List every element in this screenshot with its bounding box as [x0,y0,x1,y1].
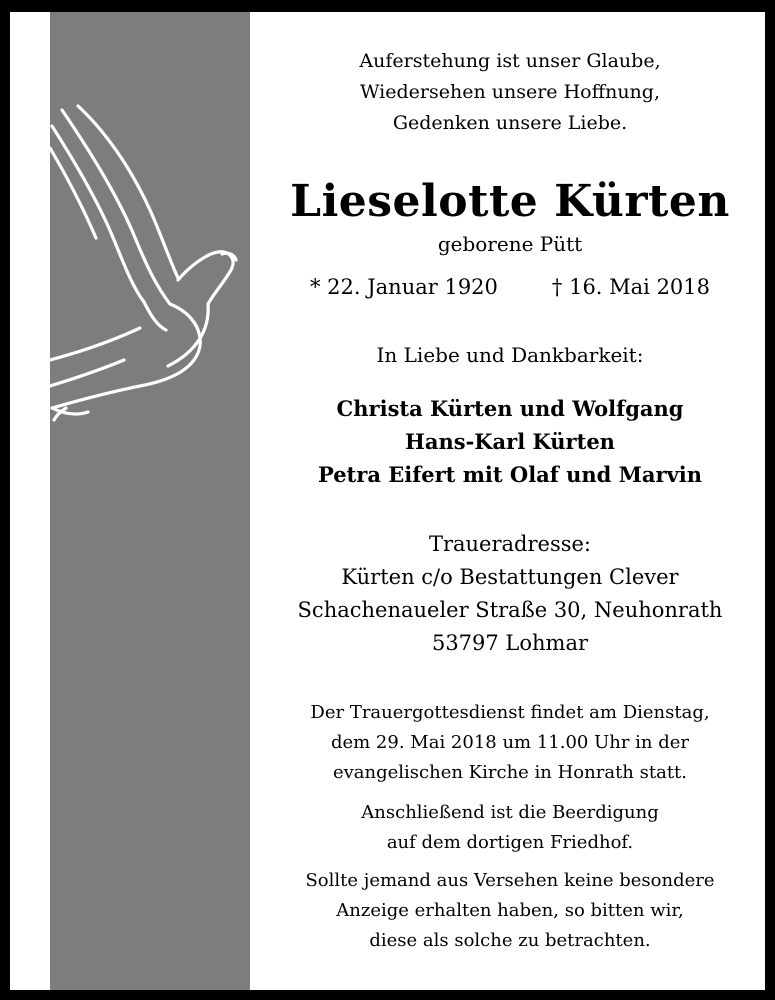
birth-name-text: geborene Pütt [437,232,583,256]
deceased-name [255,174,765,230]
address-line: Schachenaueler Straße 30, Neuhonrath [297,598,723,622]
service-line: Der Trauergottesdienst findet am Dienstag, [310,702,710,723]
notice-line: Anzeige erhalten haben, so bitten wir, [336,900,684,921]
family-member: Christa Kürten und Wolfgang [336,396,684,421]
birth-name [255,230,765,258]
family-member: Petra Eifert mit Olaf und Marvin [317,462,703,487]
family-member: Hans-Karl Kürten [405,429,615,454]
dove-icon [40,90,250,430]
verse-line: Auferstehung ist unser Glaube, [359,50,661,72]
verse [255,46,765,139]
verse-line: Wiedersehen unsere Hoffnung, [359,81,660,103]
death-date: † 16. Mai 2018 [551,275,711,299]
address-line: Kürten c/o Bestattungen Clever [341,565,679,589]
verse-line: Gedenken unsere Liebe. [392,112,628,134]
notice-text [255,866,765,956]
deceased-name-text: Lieselotte Kürten [290,176,730,227]
service-line: dem 29. Mai 2018 um 11.00 Uhr in der [330,732,690,753]
family-list [255,392,765,491]
funeral-service-info [255,698,765,788]
notice-line: diese als solche zu betrachten. [369,930,651,951]
mourners-intro [255,340,765,370]
intro-text: In Liebe und Dankbarkeit: [376,343,644,367]
service-line: evangelischen Kirche in Honrath statt. [332,762,688,783]
address-line: 53797 Lohmar [431,631,589,655]
life-dates [255,272,765,302]
address-line: Traueradresse: [428,532,592,556]
burial-line: Anschließend ist die Beerdigung [361,802,659,823]
notice-line: Sollte jemand aus Versehen keine besondere [305,870,715,891]
birth-date: * 22. Januar 1920 [309,275,498,299]
burial-info [255,798,765,858]
mourning-address [255,528,765,660]
burial-line: auf dem dortigen Friedhof. [386,832,634,853]
